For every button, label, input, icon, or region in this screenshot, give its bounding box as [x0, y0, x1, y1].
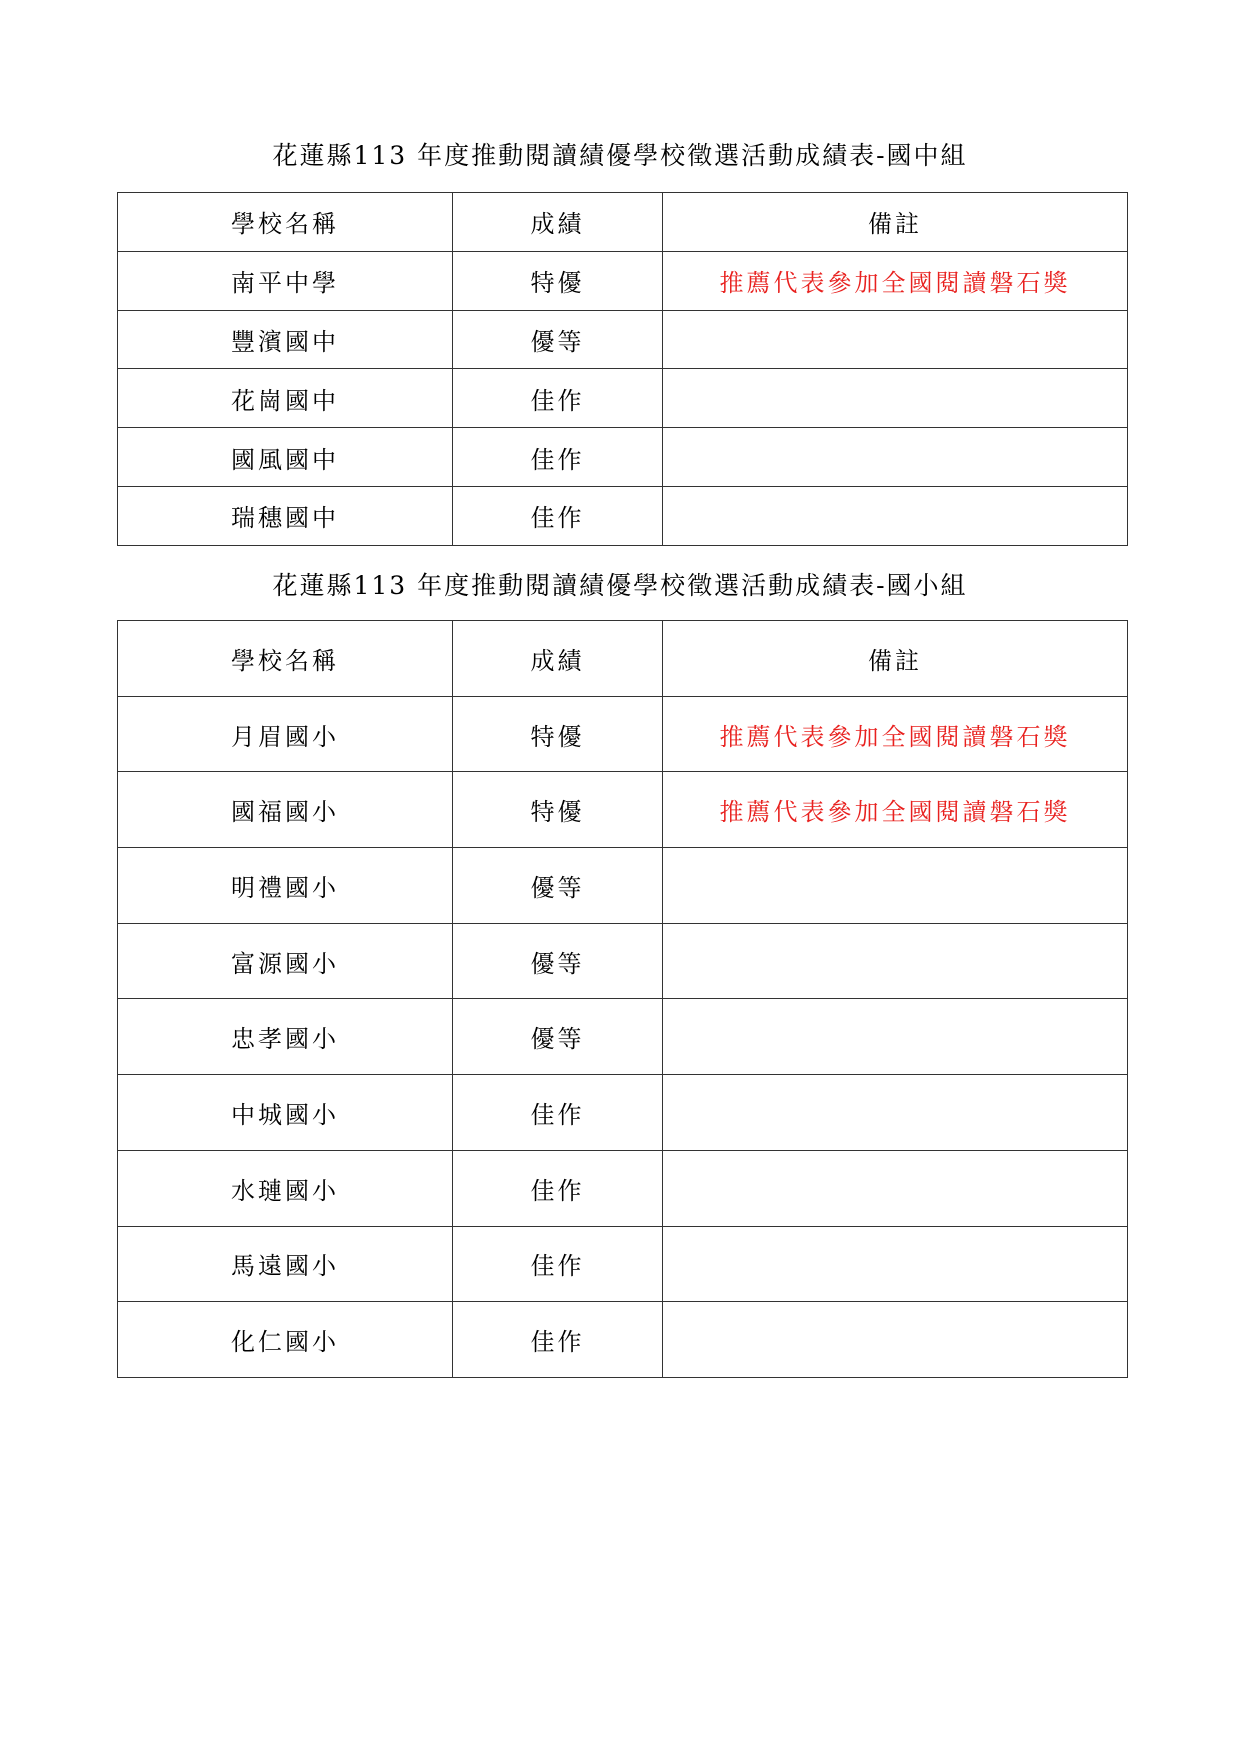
table-row: [118, 1150, 1128, 1226]
table-row: [118, 848, 1128, 924]
school-name-cell: 忠孝國小: [118, 999, 453, 1075]
table-header-row: [118, 193, 1128, 252]
grade-cell: 佳作: [453, 1075, 663, 1151]
note-cell: [663, 1226, 1128, 1302]
school-name-cell: 月眉國小: [118, 696, 453, 772]
grade-cell: 特優: [453, 696, 663, 772]
grade-cell: 優等: [453, 999, 663, 1075]
note-cell: [663, 369, 1128, 428]
note-cell: 推薦代表參加全國閱讀磐石獎: [663, 696, 1128, 772]
school-name-cell: 豐濱國中: [118, 310, 453, 369]
header-school-name: 學校名稱: [118, 193, 453, 252]
school-name-cell: 水璉國小: [118, 1150, 453, 1226]
grade-cell: 優等: [453, 923, 663, 999]
elementary-results-table: [117, 620, 1128, 1378]
grade-cell: 特優: [453, 251, 663, 310]
note-cell: [663, 486, 1128, 545]
elementary-table-title: 花蓮縣113 年度推動閱讀績優學校徵選活動成績表-國小組: [272, 571, 968, 600]
grade-cell: 佳作: [453, 1226, 663, 1302]
note-cell: [663, 848, 1128, 924]
table-row: [118, 369, 1128, 428]
grade-cell: 優等: [453, 310, 663, 369]
note-cell: [663, 310, 1128, 369]
note-cell: [663, 1075, 1128, 1151]
school-name-cell: 花崗國中: [118, 369, 453, 428]
grade-cell: 佳作: [453, 1302, 663, 1378]
table-row: [118, 1302, 1128, 1378]
table-row: [118, 1075, 1128, 1151]
school-name-cell: 南平中學: [118, 251, 453, 310]
table-row: [118, 923, 1128, 999]
header-grade: 成績: [453, 193, 663, 252]
table-row: [118, 251, 1128, 310]
table-header-row: [118, 621, 1128, 697]
note-cell: [663, 999, 1128, 1075]
table-row: [118, 428, 1128, 487]
table-row: [118, 772, 1128, 848]
table-row: [118, 696, 1128, 772]
header-school-name: 學校名稱: [118, 621, 453, 697]
junior-high-table-title: 花蓮縣113 年度推動閱讀績優學校徵選活動成績表-國中組: [272, 141, 968, 170]
grade-cell: 佳作: [453, 369, 663, 428]
school-name-cell: 明禮國小: [118, 848, 453, 924]
note-cell: 推薦代表參加全國閱讀磐石獎: [663, 772, 1128, 848]
header-grade: 成績: [453, 621, 663, 697]
table-row: [118, 1226, 1128, 1302]
junior-high-results-table: [117, 192, 1128, 546]
school-name-cell: 國風國中: [118, 428, 453, 487]
note-cell: [663, 923, 1128, 999]
table-row: [118, 999, 1128, 1075]
grade-cell: 優等: [453, 848, 663, 924]
school-name-cell: 中城國小: [118, 1075, 453, 1151]
note-cell: 推薦代表參加全國閱讀磐石獎: [663, 251, 1128, 310]
grade-cell: 佳作: [453, 1150, 663, 1226]
school-name-cell: 富源國小: [118, 923, 453, 999]
grade-cell: 佳作: [453, 428, 663, 487]
grade-cell: 特優: [453, 772, 663, 848]
school-name-cell: 馬遠國小: [118, 1226, 453, 1302]
school-name-cell: 國福國小: [118, 772, 453, 848]
table-row: [118, 486, 1128, 545]
note-cell: [663, 1302, 1128, 1378]
note-cell: [663, 428, 1128, 487]
note-cell: [663, 1150, 1128, 1226]
table-row: [118, 310, 1128, 369]
header-note: 備註: [663, 193, 1128, 252]
school-name-cell: 化仁國小: [118, 1302, 453, 1378]
school-name-cell: 瑞穗國中: [118, 486, 453, 545]
header-note: 備註: [663, 621, 1128, 697]
grade-cell: 佳作: [453, 486, 663, 545]
